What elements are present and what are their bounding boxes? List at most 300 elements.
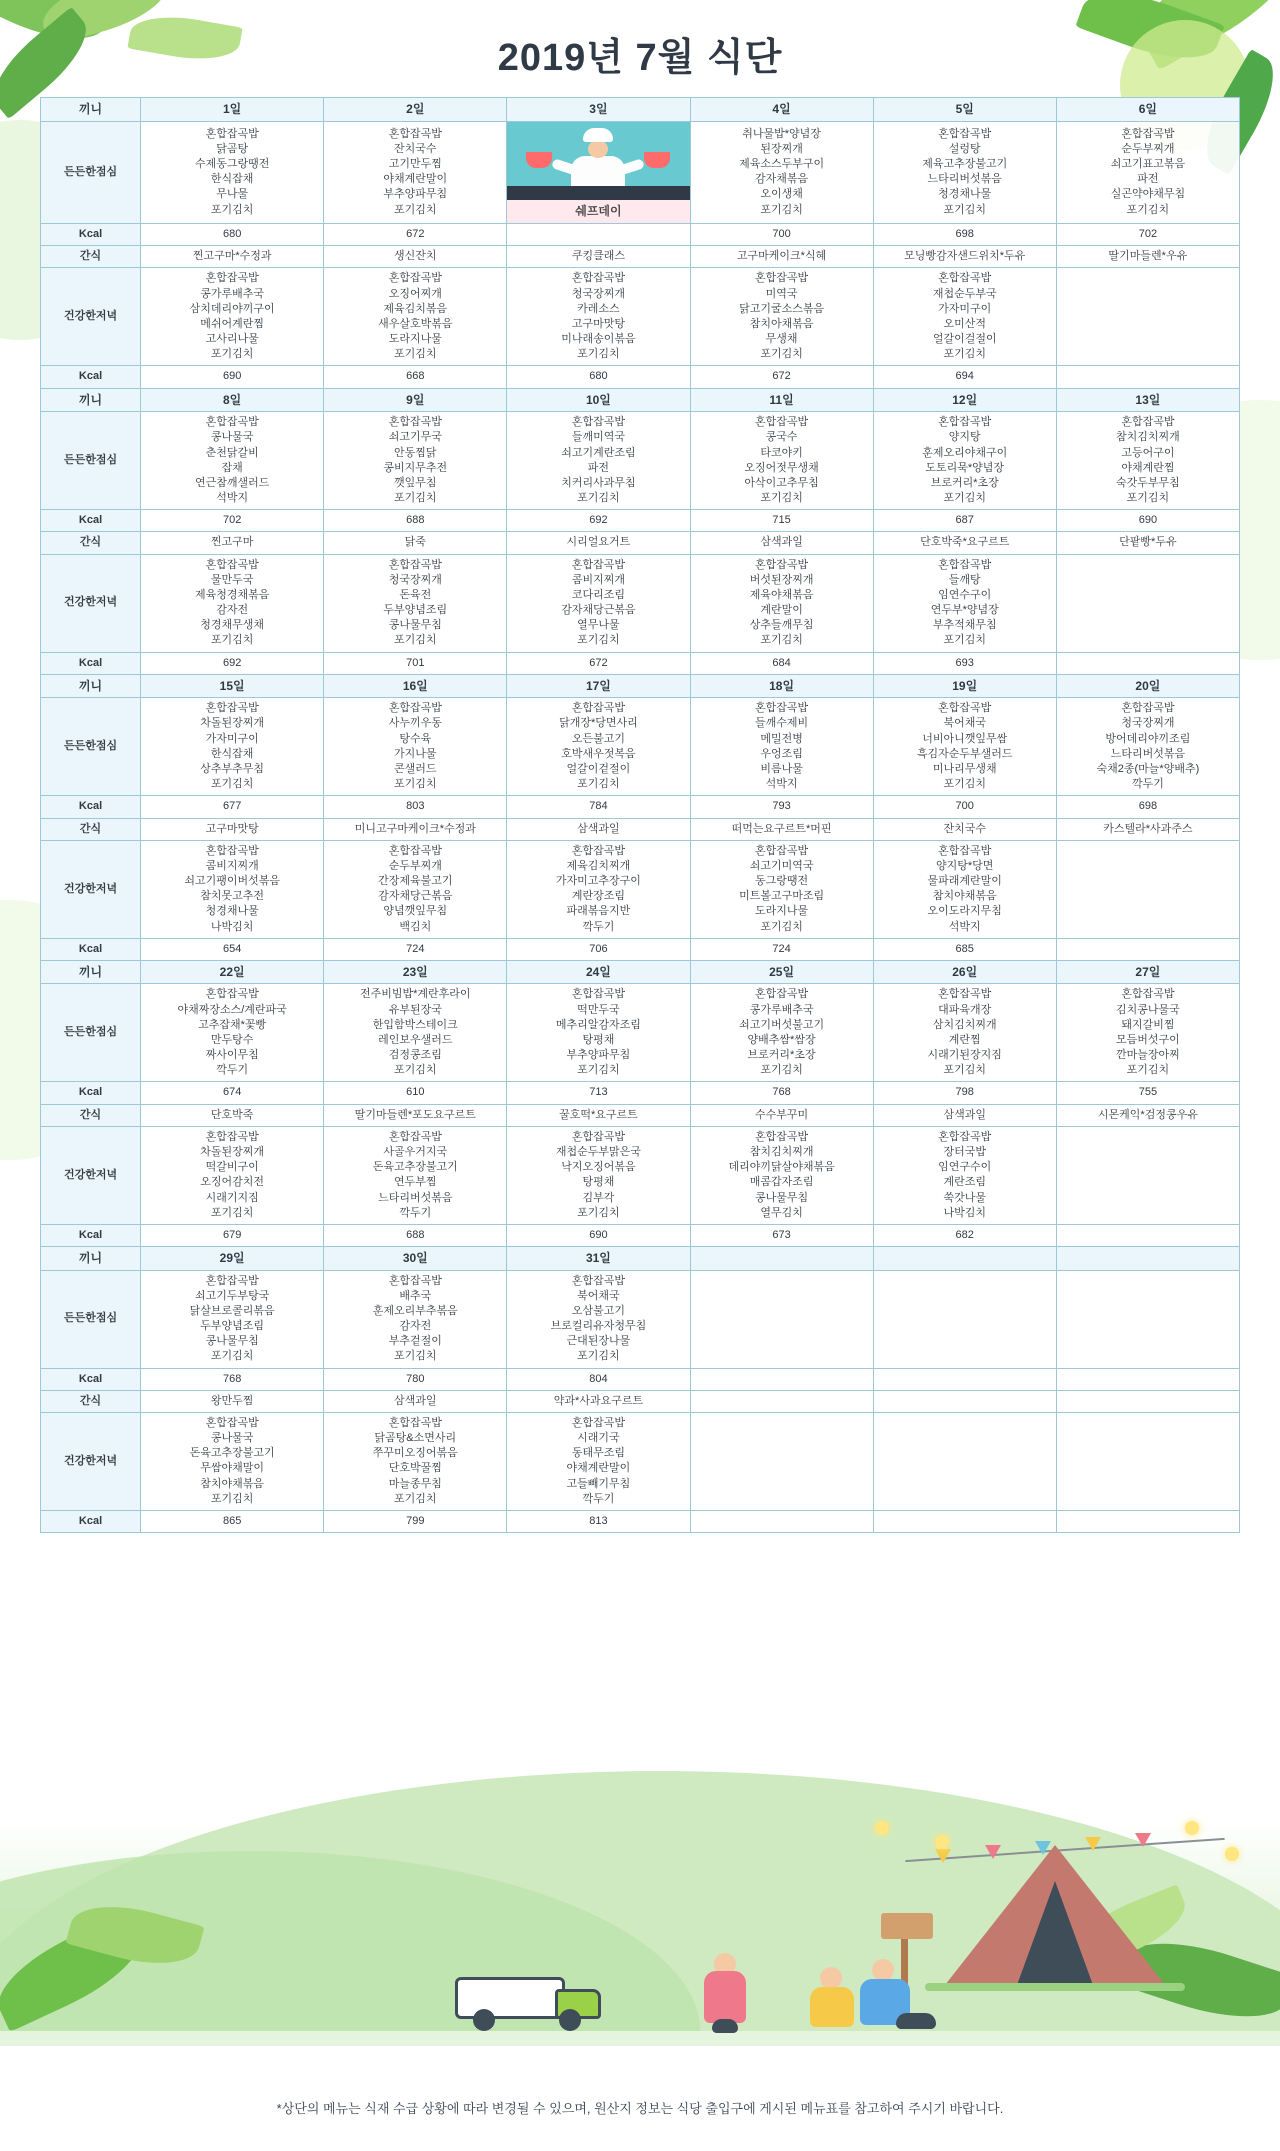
menu-item: 오든불고기 xyxy=(571,732,625,745)
menu-item: 혼합잡곡밥 xyxy=(755,416,809,429)
kcal-cell: 799 xyxy=(324,1510,507,1532)
menu-item: 매콤갑자조림 xyxy=(749,1176,814,1189)
menu-item: 사골우거지국 xyxy=(383,1145,448,1158)
snack-cell: 모닝빵감자샌드위치*두유 xyxy=(873,246,1056,268)
menu-item: 포기김치 xyxy=(943,778,986,791)
lunch-cell xyxy=(1056,984,1239,1082)
menu-item: 도라지나물 xyxy=(388,333,442,346)
kcal-cell: 672 xyxy=(690,366,873,388)
page-title: 2019년 7월 식단 xyxy=(497,37,783,79)
menu-item: 실곤약야채무침 xyxy=(1110,188,1186,201)
kcal-cell: 798 xyxy=(873,1082,1056,1104)
menu-item: 제육청경채볶음 xyxy=(194,588,270,601)
snack-cell xyxy=(873,1390,1056,1412)
lunch-cell xyxy=(324,1270,507,1368)
lunch-cell xyxy=(324,121,507,224)
lunch-cell xyxy=(324,698,507,796)
menu-item: 취나물밥*양념장 xyxy=(742,127,821,140)
snack-cell: 삼색과일 xyxy=(507,818,690,840)
menu-item: 상추부추무침 xyxy=(200,763,265,775)
menu-item: 포기김치 xyxy=(394,1492,437,1505)
day-header-row xyxy=(41,960,1240,984)
row-label-snack: 간식 xyxy=(41,1104,141,1126)
menu-item: 나박김치 xyxy=(210,920,254,933)
menu-item: 파전 xyxy=(1137,173,1159,186)
menu-item: 혼합잡곡밥 xyxy=(571,844,625,857)
row-label-meal: 끼니 xyxy=(41,1247,141,1271)
menu-item: 참치김치찌개 xyxy=(1116,431,1180,444)
lunch-row xyxy=(41,412,1240,510)
ground-strip xyxy=(925,1983,1185,1991)
row-label-dinner: 건강한저녁 xyxy=(41,554,141,652)
lunch-cell xyxy=(141,121,324,224)
row-label-kcal: Kcal xyxy=(41,1368,141,1390)
day-header-cell: 12일 xyxy=(873,388,1056,412)
menu-item: 삼치김치찌개 xyxy=(932,1018,997,1031)
lunch-cell xyxy=(690,1270,873,1368)
menu-item: 포기김치 xyxy=(394,778,437,791)
menu-item: 검정콩조림 xyxy=(388,1049,442,1062)
dinner-cell xyxy=(1056,840,1239,938)
lunch-cell xyxy=(141,412,324,510)
day-header-cell: 27일 xyxy=(1056,960,1239,984)
menu-item: 비름나물 xyxy=(760,763,803,775)
menu-item: 미트볼고구마조림 xyxy=(739,890,825,903)
menu-item: 닭개장*당면사리 xyxy=(559,717,638,730)
menu-item: 미역국 xyxy=(765,287,798,300)
day-header-cell: 20일 xyxy=(1056,674,1239,698)
menu-item: 레인보우샐러드 xyxy=(378,1033,453,1046)
chef-hat-icon xyxy=(583,128,613,142)
snack-cell: 쿠킹클래스 xyxy=(507,246,690,268)
person-head xyxy=(820,1967,842,1989)
snack-cell: 찐고구마*수정과 xyxy=(141,246,324,268)
menu-item: 새우살호박볶음 xyxy=(378,317,453,330)
menu-item: 탕평채 xyxy=(582,1176,615,1189)
menu-item: 무생채 xyxy=(765,333,798,346)
day-header-cell: 15일 xyxy=(141,674,324,698)
menu-item: 돈육전 xyxy=(399,588,432,601)
menu-item: 감자전 xyxy=(216,604,249,617)
light-bulb-icon xyxy=(1185,1821,1199,1835)
day-header-cell: 8일 xyxy=(141,388,324,412)
day-header-cell: 17일 xyxy=(507,674,690,698)
menu-item: 콤비지찌개 xyxy=(571,573,625,586)
kcal-cell: 698 xyxy=(1056,796,1239,818)
snack-cell: 미니고구마케이크*수정과 xyxy=(324,818,507,840)
kcal-lunch-row xyxy=(41,224,1240,246)
menu-item: 혼합잡곡밥 xyxy=(205,1416,259,1429)
dinner-cell xyxy=(324,268,507,366)
kcal-cell: 755 xyxy=(1056,1082,1239,1104)
kcal-cell: 654 xyxy=(141,938,324,960)
menu-item: 혼합잡곡밥 xyxy=(388,127,442,140)
menu-item: 깍두기 xyxy=(399,1206,432,1219)
menu-item: 사누끼우동 xyxy=(388,717,442,730)
kcal-cell: 668 xyxy=(324,366,507,388)
menu-item: 깍두기 xyxy=(1131,778,1164,791)
menu-item: 무나물 xyxy=(216,188,249,201)
day-header-cell: 24일 xyxy=(507,960,690,984)
snack-cell: 고구마맛탕 xyxy=(141,818,324,840)
kcal-dinner-row xyxy=(41,652,1240,674)
menu-item: 탕수육 xyxy=(399,732,432,745)
dinner-cell xyxy=(141,268,324,366)
menu-item: 포기김치 xyxy=(210,1206,254,1219)
menu-item: 깍두기 xyxy=(582,1492,615,1505)
menu-item: 닭고기굴소스볶음 xyxy=(739,302,825,315)
menu-item: 청경채무생채 xyxy=(200,619,265,632)
snack-cell: 약과*사과요구르트 xyxy=(507,1390,690,1412)
menu-item: 돼지갈비찜 xyxy=(1121,1018,1175,1031)
menu-item: 떡갈비구이 xyxy=(205,1161,259,1174)
chef-head xyxy=(588,140,608,158)
menu-item: 설렁탕 xyxy=(948,142,981,155)
dinner-cell xyxy=(507,268,690,366)
menu-item: 포기김치 xyxy=(943,348,986,361)
menu-item: 모듬버섯구이 xyxy=(1116,1033,1180,1046)
lunch-cell xyxy=(507,984,690,1082)
lunch-cell xyxy=(507,412,690,510)
day-header-row xyxy=(41,388,1240,412)
menu-item: 포기김치 xyxy=(210,778,254,791)
day-header-cell: 31일 xyxy=(507,1247,690,1271)
menu-item: 오징어찌개 xyxy=(388,287,442,300)
menu-item: 혼합잡곡밥 xyxy=(205,1130,259,1143)
menu-item: 북어채국 xyxy=(943,717,986,730)
row-label-dinner: 건강한저녁 xyxy=(41,1126,141,1224)
menu-item: 혼합잡곡밥 xyxy=(938,1130,992,1143)
menu-item: 유부된장국 xyxy=(388,1003,442,1016)
menu-item: 오이도라지무침 xyxy=(927,905,1002,918)
snack-cell: 삼색과일 xyxy=(873,1104,1056,1126)
counter xyxy=(507,186,689,200)
kcal-cell: 724 xyxy=(690,938,873,960)
snack-cell xyxy=(690,1390,873,1412)
row-label-snack: 간식 xyxy=(41,818,141,840)
dinner-cell xyxy=(873,840,1056,938)
menu-item: 포기김치 xyxy=(1126,492,1170,505)
menu-item: 콩나물국 xyxy=(210,431,254,444)
menu-item: 잔치국수 xyxy=(394,142,437,155)
menu-item: 포기김치 xyxy=(943,203,986,216)
menu-item: 재첩순두부맑은국 xyxy=(555,1145,641,1158)
menu-item: 간장제육불고기 xyxy=(378,875,453,888)
menu-item: 미나래송이볶음 xyxy=(561,333,636,346)
kcal-cell: 685 xyxy=(873,938,1056,960)
kcal-cell xyxy=(873,1368,1056,1390)
menu-item: 닭살브로콜리볶음 xyxy=(189,1304,275,1317)
menu-item: 한식잡채 xyxy=(210,173,254,186)
kcal-cell: 702 xyxy=(1056,224,1239,246)
snack-cell: 수수부꾸미 xyxy=(690,1104,873,1126)
menu-item: 쇠고기버섯불고기 xyxy=(739,1018,825,1031)
menu-item: 콩가루배추국 xyxy=(749,1003,814,1016)
menu-item: 무쌈야채말이 xyxy=(200,1462,265,1475)
kcal-cell: 706 xyxy=(507,938,690,960)
menu-item: 차돌된장찌개 xyxy=(200,1145,265,1158)
menu-item: 포기김치 xyxy=(1126,1064,1170,1077)
menu-item: 쇠고기팽이버섯볶음 xyxy=(184,875,280,888)
kcal-dinner-row xyxy=(41,1510,1240,1532)
menu-item: 석박지 xyxy=(948,920,981,933)
menu-item: 청경채나물 xyxy=(205,905,259,918)
row-label-kcal: Kcal xyxy=(41,366,141,388)
lunch-cell xyxy=(507,1270,690,1368)
menu-item: 임연수구이 xyxy=(938,588,992,601)
person-legs xyxy=(896,2013,936,2029)
menu-item: 고구마맛탕 xyxy=(571,317,625,330)
kcal-cell: 724 xyxy=(324,938,507,960)
row-label-meal: 끼니 xyxy=(41,674,141,698)
person-head xyxy=(872,1959,894,1981)
menu-table xyxy=(40,97,1240,1533)
lunch-cell xyxy=(141,984,324,1082)
kcal-cell: 680 xyxy=(141,224,324,246)
menu-item: 감자채당근볶음 xyxy=(378,890,453,903)
menu-item: 혼합잡곡밥 xyxy=(755,988,809,1001)
menu-item: 연두부*양념장 xyxy=(930,604,999,617)
menu-item: 도라지나물 xyxy=(755,905,809,918)
row-label-snack: 간식 xyxy=(41,246,141,268)
day-header-cell: 19일 xyxy=(873,674,1056,698)
menu-item: 포기김치 xyxy=(943,1064,986,1077)
menu-item: 혼합잡곡밥 xyxy=(388,416,442,429)
dinner-cell xyxy=(324,554,507,652)
menu-item: 카레소스 xyxy=(577,302,620,315)
menu-item: 포기김치 xyxy=(394,492,437,505)
menu-item: 혼합잡곡밥 xyxy=(938,702,992,715)
snack-cell: 꿀호떡*요구르트 xyxy=(507,1104,690,1126)
menu-item: 동태무조림 xyxy=(571,1447,625,1460)
kcal-cell: 692 xyxy=(141,652,324,674)
menu-item: 브로컬리유자청무침 xyxy=(550,1320,647,1333)
menu-item: 콩비지무추전 xyxy=(383,461,448,474)
dinner-cell xyxy=(690,554,873,652)
menu-item: 우엉조림 xyxy=(760,747,803,760)
menu-item: 혼합잡곡밥 xyxy=(205,702,259,715)
menu-item: 파래볶음지반 xyxy=(566,905,631,918)
menu-item: 청국장찌개 xyxy=(1121,717,1175,730)
menu-item: 콩나물무침 xyxy=(755,1191,809,1204)
day-header-cell: 25일 xyxy=(690,960,873,984)
day-header-cell: 26일 xyxy=(873,960,1056,984)
menu-item: 혼합잡곡밥 xyxy=(571,416,625,429)
snack-cell: 찐고구마 xyxy=(141,532,324,554)
snack-cell: 딸기마들렌*포도요구르트 xyxy=(324,1104,507,1126)
menu-item: 수제동그랑땡전 xyxy=(194,158,270,171)
lunch-cell xyxy=(873,698,1056,796)
menu-item: 포기김치 xyxy=(394,348,437,361)
menu-item: 혼합잡곡밥 xyxy=(755,272,809,285)
snack-cell: 생신잔치 xyxy=(324,246,507,268)
menu-item: 배추국 xyxy=(399,1289,432,1302)
menu-item: 제육김치볶음 xyxy=(383,302,448,315)
menu-item: 포기김치 xyxy=(210,1350,254,1363)
menu-item: 혼합잡곡밥 xyxy=(388,558,442,571)
lunch-row xyxy=(41,121,1240,224)
menu-item: 메밀전병 xyxy=(760,732,803,745)
lunch-cell xyxy=(141,698,324,796)
menu-item: 양배추쌈*쌈장 xyxy=(747,1033,816,1046)
person-body xyxy=(810,1987,854,2027)
menu-item: 야채계란찜 xyxy=(1121,461,1175,474)
lunch-row xyxy=(41,1270,1240,1368)
kcal-dinner-row xyxy=(41,1224,1240,1246)
menu-item: 가자미구이 xyxy=(205,732,259,745)
menu-item: 들깨수제비 xyxy=(755,717,809,730)
row-label-kcal: Kcal xyxy=(41,1224,141,1246)
bowl-icon xyxy=(526,152,552,168)
menu-item: 가자미고추장구이 xyxy=(555,875,641,888)
menu-item: 얼갈이걸절이 xyxy=(932,333,997,346)
kcal-cell: 865 xyxy=(141,1510,324,1532)
kcal-cell: 690 xyxy=(141,366,324,388)
menu-item: 포기김치 xyxy=(577,1350,620,1363)
kcal-cell: 803 xyxy=(324,796,507,818)
van-wheel xyxy=(559,2009,581,2031)
van-wheel xyxy=(473,2009,495,2031)
kcal-cell: 690 xyxy=(507,1224,690,1246)
menu-item: 포기김치 xyxy=(577,778,620,791)
lunch-cell xyxy=(690,121,873,224)
menu-item: 혼합잡곡밥 xyxy=(388,1130,442,1143)
menu-item: 고들빼기무침 xyxy=(566,1477,631,1490)
kcal-dinner-row xyxy=(41,366,1240,388)
menu-item: 메쉬어계란찜 xyxy=(200,317,265,330)
kcal-cell xyxy=(507,224,690,246)
menu-item: 미나리무생채 xyxy=(932,763,997,775)
dinner-cell xyxy=(690,1126,873,1224)
menu-item: 쇠고기계란조림 xyxy=(561,446,636,459)
day-header-row xyxy=(41,674,1240,698)
lunch-cell xyxy=(324,984,507,1082)
lunch-cell xyxy=(1056,1270,1239,1368)
row-label-lunch: 든든한점심 xyxy=(41,1270,141,1368)
light-bulb-icon xyxy=(935,1835,949,1849)
kcal-cell: 680 xyxy=(507,366,690,388)
kcal-cell: 610 xyxy=(324,1082,507,1104)
row-label-meal: 끼니 xyxy=(41,98,141,122)
menu-item: 포기김치 xyxy=(760,1064,803,1077)
day-header-cell xyxy=(690,1247,873,1271)
menu-item: 혼합잡곡밥 xyxy=(205,988,259,1001)
day-header-cell: 18일 xyxy=(690,674,873,698)
menu-item: 콩가루배추국 xyxy=(200,287,265,300)
row-label-meal: 끼니 xyxy=(41,388,141,412)
day-header-cell: 3일 xyxy=(507,98,690,122)
kcal-cell: 672 xyxy=(507,652,690,674)
day-header-cell: 23일 xyxy=(324,960,507,984)
menu-item: 메추리알감자조림 xyxy=(555,1018,641,1031)
menu-item: 물파래계란말이 xyxy=(927,875,1002,888)
menu-item: 고사리나물 xyxy=(205,333,259,346)
menu-item: 포기김치 xyxy=(760,634,803,647)
menu-item: 동그랑땡전 xyxy=(755,875,809,888)
lunch-cell xyxy=(690,412,873,510)
menu-item: 쇠고기미역국 xyxy=(749,859,814,872)
lunch-cell xyxy=(1056,121,1239,224)
menu-item: 오징어감치전 xyxy=(200,1176,265,1189)
row-label-snack: 간식 xyxy=(41,532,141,554)
menu-item: 참치야채볶음 xyxy=(200,1477,265,1490)
kcal-cell: 804 xyxy=(507,1368,690,1390)
kcal-cell: 673 xyxy=(690,1224,873,1246)
kcal-cell xyxy=(690,1510,873,1532)
menu-item: 참치야채볶음 xyxy=(932,890,997,903)
menu-item: 가자미구이 xyxy=(938,302,992,315)
menu-item: 계란장조림 xyxy=(571,890,625,903)
menu-item: 감자채볶음 xyxy=(755,173,809,186)
menu-item: 양념깻잎무침 xyxy=(383,905,448,918)
kcal-dinner-row xyxy=(41,938,1240,960)
lunch-cell xyxy=(690,984,873,1082)
kcal-cell: 698 xyxy=(873,224,1056,246)
dinner-cell xyxy=(324,1412,507,1510)
day-header-cell: 11일 xyxy=(690,388,873,412)
menu-item: 오이생채 xyxy=(760,188,803,201)
kcal-cell: 684 xyxy=(690,652,873,674)
dinner-cell xyxy=(507,1412,690,1510)
snack-cell: 왕만두찜 xyxy=(141,1390,324,1412)
bowl-icon xyxy=(644,152,670,168)
menu-item: 도토리묵*양념장 xyxy=(925,461,1005,474)
day-header-row xyxy=(41,98,1240,122)
menu-item: 포기김치 xyxy=(577,1206,620,1219)
menu-item: 버섯된장찌개 xyxy=(749,573,814,586)
snack-row xyxy=(41,246,1240,268)
kcal-cell xyxy=(1056,652,1239,674)
snack-cell: 삼색과일 xyxy=(690,532,873,554)
menu-item: 장터국밥 xyxy=(943,1145,986,1158)
kcal-cell xyxy=(1056,938,1239,960)
dinner-cell xyxy=(141,840,324,938)
menu-item: 오삼불고기 xyxy=(571,1304,625,1317)
light-bulb-icon xyxy=(875,1821,889,1835)
snack-cell: 단호박죽*요구르트 xyxy=(873,532,1056,554)
menu-item: 훈제오리야채구이 xyxy=(922,446,1008,459)
menu-item: 제육고추장불고기 xyxy=(922,158,1008,171)
day-header-cell xyxy=(1056,1247,1239,1271)
menu-item: 혼합잡곡밥 xyxy=(755,844,809,857)
menu-item: 혼합잡곡밥 xyxy=(938,272,992,285)
menu-item: 혼합잡곡밥 xyxy=(755,558,809,571)
menu-item: 혼합잡곡밥 xyxy=(388,1416,442,1429)
kcal-cell: 687 xyxy=(873,510,1056,532)
row-label-snack: 간식 xyxy=(41,1390,141,1412)
kcal-cell xyxy=(690,1368,873,1390)
kcal-cell: 813 xyxy=(507,1510,690,1532)
kcal-cell: 700 xyxy=(690,224,873,246)
menu-item: 포기김치 xyxy=(943,634,986,647)
menu-item: 포기김치 xyxy=(394,1350,437,1363)
row-label-kcal: Kcal xyxy=(41,510,141,532)
menu-item: 고등어구이 xyxy=(1121,446,1175,459)
snack-cell: 딸기마들렌*우유 xyxy=(1056,246,1239,268)
menu-item: 포기김치 xyxy=(760,492,803,505)
menu-item: 타코야키 xyxy=(760,446,803,459)
menu-item: 혼합잡곡밥 xyxy=(938,558,992,571)
menu-item: 혼합잡곡밥 xyxy=(571,1130,625,1143)
menu-item: 오미산적 xyxy=(943,317,986,330)
kcal-cell: 694 xyxy=(873,366,1056,388)
menu-item: 혼합잡곡밥 xyxy=(571,1416,625,1429)
lunch-cell xyxy=(873,1270,1056,1368)
menu-item: 브로커리*초장 xyxy=(747,1049,816,1062)
day-header-cell: 30일 xyxy=(324,1247,507,1271)
menu-item: 차돌된장찌개 xyxy=(200,717,265,730)
dinner-cell xyxy=(873,554,1056,652)
